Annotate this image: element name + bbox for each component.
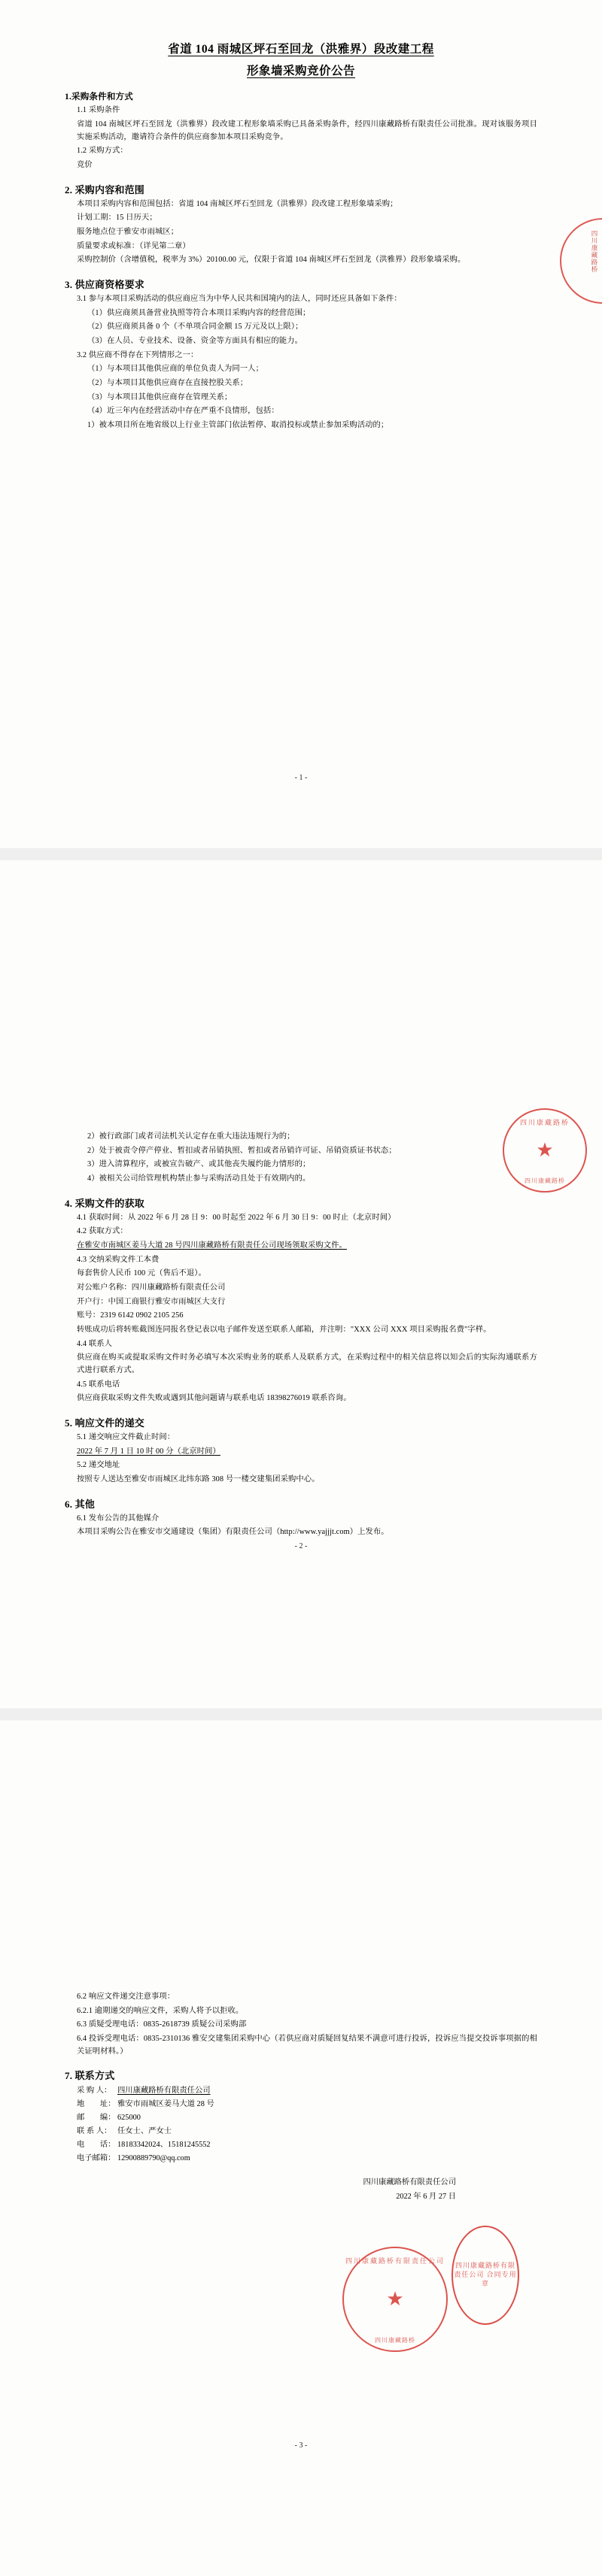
- contact-key: 地 址：: [77, 2100, 116, 2109]
- section-3-2-item-2: （2）与本项目其他供应商存在直接控股关系；: [87, 379, 248, 388]
- section-6-3: 6.3 质疑受理电话：0835-2618739 质疑公司采购部: [77, 2020, 247, 2029]
- section-6-2-heading: 6.2 响应文件递交注意事项：: [77, 1993, 175, 2001]
- contact-key: 电 话：: [77, 2141, 116, 2150]
- section-3-1-item-3: （3）在人员、专业技术、设备、资金等方面具有相应的能力。: [87, 337, 303, 346]
- section-5-2-heading: 5.2 递交地址: [77, 1461, 120, 1470]
- section-2-quality: 质量要求或标准：（详见第二章）: [77, 241, 190, 250]
- section-1-2-body: 竞价: [77, 161, 93, 170]
- document-page-1: [0, 0, 602, 848]
- section-4-3-bank: 开户行：中国工商银行雅安市雨城区大支行: [77, 1297, 226, 1306]
- section-4-3-account-name: 对公账户名称：四川康藏路桥有限责任公司: [77, 1283, 226, 1293]
- red-oval-seal-page3: [451, 2226, 519, 2325]
- section-3-2-item-3: （3）与本项目其他供应商存在管理关系；: [87, 392, 233, 402]
- section-2-price-cap: 采购控制价（含增值税，税率为 3%）20100.00 元，仅限于省道 104 南城区坪石至回龙（洪雅界）段形象墙采购。: [77, 256, 466, 265]
- section-3-1-item-2: （2）供应商须具备 0 个（不单项合同金额 15 万元及以上限）；: [87, 323, 303, 332]
- contact-key: 联 系 人：: [77, 2127, 112, 2136]
- section-3-2-item-4: （4）近三年内在经营活动中存在严重不良情形，包括：: [87, 407, 279, 416]
- section-4-5-heading: 4.5 联系电话: [77, 1380, 120, 1389]
- section-3-2: 3.2 供应商不得存在下列情形之一：: [77, 350, 199, 359]
- contact-key: 邮 编：: [77, 2114, 116, 2123]
- section-4-2-body: 在雅安市南城区姜马大道 28 号四川康藏路桥有限责任公司现场领取采购文件。: [77, 1241, 347, 1250]
- section-4-heading: 4. 采购文件的获取: [65, 1197, 145, 1209]
- section-3-heading: 3. 供应商资格要求: [65, 279, 145, 291]
- section-4-3-fee: 每套售价人民币 100 元（售后不退）。: [77, 1269, 206, 1278]
- red-seal-label-page1: 四川康藏路桥: [591, 230, 598, 273]
- seal-star-icon: ★: [386, 2288, 404, 2310]
- oval-seal-text: 四川康藏路桥有限责任公司 合同专用章: [454, 2262, 517, 2287]
- seal-bottom-text: 四川康藏路桥: [375, 2337, 415, 2344]
- signoff-block: [65, 2176, 537, 2204]
- title-line-2: 形象墙采购竞价公告: [246, 64, 355, 77]
- section-3-2-item-4d: 3）进入清算程序，或被宣告破产、或其他丧失履约能力情形的；: [87, 1160, 311, 1169]
- section-3-2-item-4c: 2）处于被责令停产停业、暂扣或者吊销执照、暂扣或者吊销许可证、吊销资质证书状态；: [87, 1146, 397, 1155]
- contact-row: [65, 2111, 537, 2125]
- section-6-4: 6.4 投诉受理电话：0835-2310136 雅安交建集团采购中心（若供应商对质疑回复结果不满意可进行投诉，投诉应当提交投诉事项据的相关证明材料。）: [77, 2035, 537, 2056]
- section-4-5-body: 供应商获取采购文件失败或遇到其他问题请与联系电话 18398276019 联系咨询。: [77, 1394, 351, 1403]
- contact-value: 四川康藏路桥有限责任公司: [117, 2087, 211, 2096]
- page-number-1: - 1 -: [294, 774, 308, 782]
- section-1-heading: 1.采购条件和方式: [65, 92, 133, 102]
- section-2-duration: 计划工期：15 日历天；: [77, 214, 157, 223]
- section-4-2-heading: 4.2 获取方式：: [77, 1227, 128, 1236]
- section-5-heading: 5. 响应文件的递交: [65, 1417, 145, 1429]
- contact-value: 任女士、严女士: [117, 2127, 172, 2136]
- section-2-location: 服务地点位于雅安市雨城区；: [77, 228, 179, 237]
- contact-key: 电子邮箱：: [77, 2154, 116, 2163]
- section-4-3-account-number: 账号：2319 6142 0902 2105 256: [77, 1311, 184, 1320]
- contact-value: 625000: [117, 2114, 141, 2123]
- contact-row: [65, 2084, 537, 2098]
- section-6-1-body: 本项目采购公告在雅安市交通建设（集团）有限责任公司（http://www.yajjjt.com）上发布。: [77, 1528, 389, 1537]
- document-page-3: [0, 1720, 602, 2576]
- section-3-2-item-4a: 1）被本项目所在地省级以上行业主管部门依法暂停、取消投标或禁止参加采购活动的；: [87, 421, 389, 430]
- contact-row: [65, 2138, 537, 2152]
- section-6-1-heading: 6.1 发布公告的其他媒介: [77, 1514, 160, 1523]
- contact-row: [65, 2152, 537, 2165]
- section-4-1: 4.1 获取时间：从 2022 年 6 月 28 日 9：00 时起至 2022 年 6 月 30 日 9：00 时止（北京时间）: [77, 1213, 396, 1222]
- document-page-2: [0, 860, 602, 1708]
- contact-list: [65, 2084, 537, 2165]
- signoff-company: 四川康藏路桥有限责任公司: [363, 2178, 456, 2187]
- title-line-1: 省道 104 雨城区坪石至回龙（洪雅界）段改建工程: [168, 43, 434, 56]
- section-5-1-body: 2022 年 7 月 1 日 10 时 00 分（北京时间）: [77, 1447, 220, 1456]
- seal-top-text: 四川康藏路桥有限责任公司: [345, 2257, 445, 2265]
- contact-row: [65, 2098, 537, 2111]
- section-4-4-body: 供应商在购买或提取采购文件时务必填写本次采购业务的联系人及联系方式，在采购过程中的相关信息将以知会后的实际沟通联系方式进行联系方式。: [77, 1353, 537, 1375]
- section-3-2-item-4e: 4）被相关公司给管理机构禁止参与采购活动且处于有效期内的。: [87, 1174, 311, 1183]
- page-gap-2: [0, 1708, 602, 1720]
- contact-row: [65, 2125, 537, 2138]
- contact-key: 采 购 人：: [77, 2087, 112, 2096]
- section-3-1-item-1: （1）供应商须具备营业执照等符合本项目采购内容的经营范围；: [87, 308, 311, 317]
- section-3-1: 3.1 参与本项目采购活动的供应商应当为中华人民共和国境内的法人，同时还应具备如下条件：: [77, 295, 402, 304]
- section-4-4-heading: 4.4 联系人: [77, 1339, 113, 1348]
- seal-bottom-text: 四川康藏路桥: [524, 1177, 565, 1184]
- seal-top-text: 四川康藏路桥: [519, 1119, 570, 1126]
- contact-value: 12900889790@qq.com: [117, 2154, 190, 2163]
- red-seal-edge-page1: [560, 218, 602, 304]
- page-gap-1: [0, 848, 602, 860]
- section-1-1-body: 省道 104 南城区坪石至回龙（洪雅界）段改建工程形象墙采购已具备采购条件，经四川康藏路桥有限责任公司批准。现对该服务项目实施采购活动，邀请符合条件的供应商参加本项目采购竞争。: [77, 120, 537, 141]
- red-company-seal-page3: [342, 2247, 448, 2352]
- page-number-2: - 2 -: [294, 1542, 308, 1550]
- seal-star-icon: ★: [536, 1139, 554, 1161]
- section-3-2-item-1: （1）与本项目其他供应商的单位负责人为同一人；: [87, 365, 263, 374]
- page-title: [65, 39, 537, 82]
- section-3-2-item-4b: 2）被行政部门或者司法机关认定存在重大违法违规行为的；: [87, 1132, 295, 1141]
- section-2-heading: 2. 采购内容和范围: [65, 183, 145, 195]
- section-2-scope: 本项目采购内容和范围包括：省道 104 南城区坪石至回龙（洪雅界）段改建工程形象墙采购；: [77, 199, 398, 208]
- contact-value: 18183342024、15181245552: [117, 2141, 211, 2150]
- page-number-3: - 3 -: [294, 2441, 308, 2450]
- section-1-1-heading: 1.1 采购条件: [77, 106, 120, 115]
- section-4-3-heading: 4.3 交纳采购文件工本费: [77, 1255, 160, 1264]
- signoff-date: 2022 年 6 月 27 日: [396, 2192, 456, 2201]
- section-4-3-transfer-note: 转账成功后将转账截图连同报名登记表以电子邮件发送至联系人邮箱，并注明："XXX 公司 XXX 项目采购报名费"字样。: [77, 1326, 491, 1335]
- section-7-heading: 7. 联系方式: [65, 2070, 115, 2082]
- section-5-2-body: 按照专人送达至雅安市雨城区北纬东路 308 号一楼交建集团采购中心。: [77, 1475, 320, 1484]
- section-6-heading: 6. 其他: [65, 1498, 96, 1510]
- section-6-2-1: 6.2.1 逾期递交的响应文件，采购人将予以拒收。: [77, 2006, 244, 2015]
- section-1-2-heading: 1.2 采购方式：: [77, 147, 128, 156]
- section-5-1-heading: 5.1 递交响应文件截止时间：: [77, 1433, 175, 1442]
- contact-value: 雅安市雨城区姜马大道 28 号: [117, 2100, 214, 2109]
